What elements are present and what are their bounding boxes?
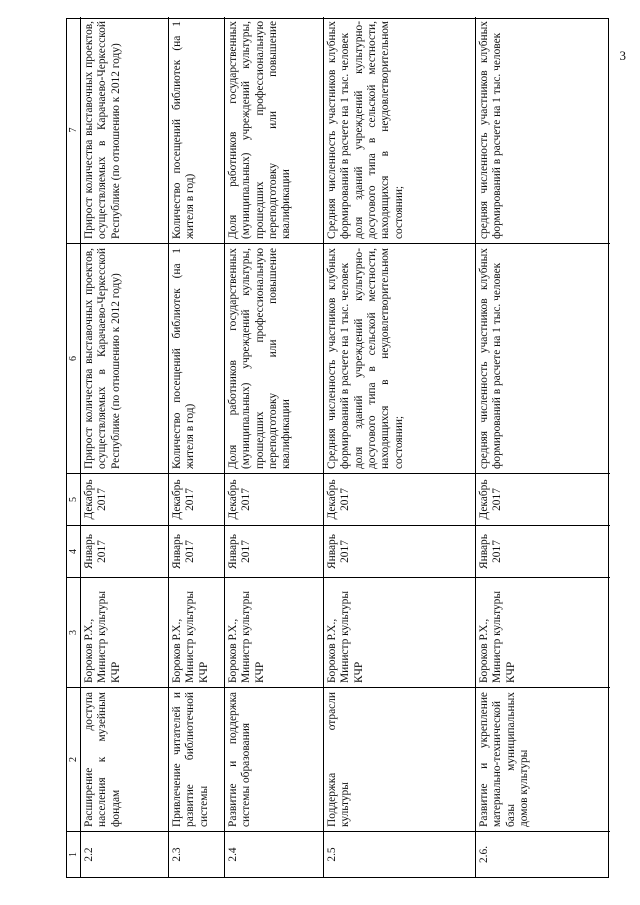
page-number: 3	[619, 48, 626, 63]
expected-result: средняя численность участников клубных формирований в расчете на 1 тыс. человек	[478, 21, 504, 239]
start-date: Январь 2017	[324, 525, 476, 577]
responsible-person: Бороков Р.Х., Министр культуры КЧР	[169, 577, 225, 687]
indicator: Прирост количества выставочных проектов, осуществляемых в Карачаево-Черкесской Республике (по отношению к 2012 году)	[81, 243, 169, 473]
start-date: Январь 2017	[225, 525, 324, 577]
row-number: 2.3	[169, 831, 225, 877]
expected-result: Прирост количества выставочных проектов, осуществляемых в Карачаево-Черкесской Республике (по отношению к 2012 году)	[81, 17, 169, 243]
indicator: средняя численность участников клубных формирований в расчете на 1 тыс. человек	[476, 243, 610, 473]
indicator: Доля работников государственных (муниципальных) учреждений культуры, прошедших профессиональную переподготовку или повышение квалификации	[225, 243, 324, 473]
column-header-6: 6	[67, 243, 81, 473]
responsible-person: Бороков Р.Х., Министр культуры КЧР	[324, 577, 476, 687]
row-number: 2.5	[324, 831, 476, 877]
responsible-person: Бороков Р.Х., Министр культуры КЧР	[81, 577, 169, 687]
end-date: Декабрь 2017	[225, 473, 324, 525]
end-date: Декабрь 2017	[169, 473, 225, 525]
event-name: Привлечение читателей и развитие библиотечной системы	[169, 687, 225, 831]
expected-result: Средняя численность участников клубных формирований в расчете на 1 тыс. человек доля зданий учреждений культурно-досугового типа в сельской местности, находящихся в неудовлетворительном состоянии;	[324, 17, 476, 243]
end-date: Декабрь 2017	[324, 473, 476, 525]
row-number: 2.6.	[476, 831, 610, 877]
column-header-4: 4	[67, 525, 81, 577]
column-header-7: 7	[67, 17, 81, 243]
end-date: Декабрь 2017	[81, 473, 169, 525]
start-date: Январь 2017	[169, 525, 225, 577]
responsible-person: Бороков Р.Х., Министр культуры КЧР	[225, 577, 324, 687]
responsible-person: Бороков Р.Х., Министр культуры КЧР	[476, 577, 610, 687]
expected-result: Доля работников государственных (муниципальных) учреждений культуры, прошедших профессиональную переподготовку или повышение квалификации	[225, 17, 324, 243]
events-table	[66, 18, 609, 878]
start-date: Январь 2017	[476, 525, 610, 577]
indicator: Средняя численность участников клубных формирований в расчете на 1 тыс. человек доля зданий учреждений культурно-досугового типа в сельской местности, находящихся в неудовлетворительном состоянии;	[324, 243, 476, 473]
end-date: Декабрь 2017	[476, 473, 610, 525]
row-number: 2.2	[81, 831, 169, 877]
column-header-3: 3	[67, 577, 81, 687]
indicator: Количество посещений библиотек (на 1 жителя в год)	[169, 243, 225, 473]
event-name: Расширение доступа населения к музейным фондам	[81, 687, 169, 831]
start-date: Январь 2017	[81, 525, 169, 577]
event-name: Развитие и укрепление материально-технической базы муниципальных домов культуры	[476, 687, 610, 831]
event-name: Поддержка отрасли культуры	[324, 687, 476, 831]
event-name: Развитие и поддержка системы образования	[225, 687, 324, 831]
column-header-5: 5	[67, 473, 81, 525]
row-number: 2.4	[225, 831, 324, 877]
expected-result: Количество посещений библиотек (на 1 жителя в год)	[169, 17, 225, 243]
column-header-2: 2	[67, 687, 81, 831]
column-header-1: 1	[67, 831, 81, 877]
